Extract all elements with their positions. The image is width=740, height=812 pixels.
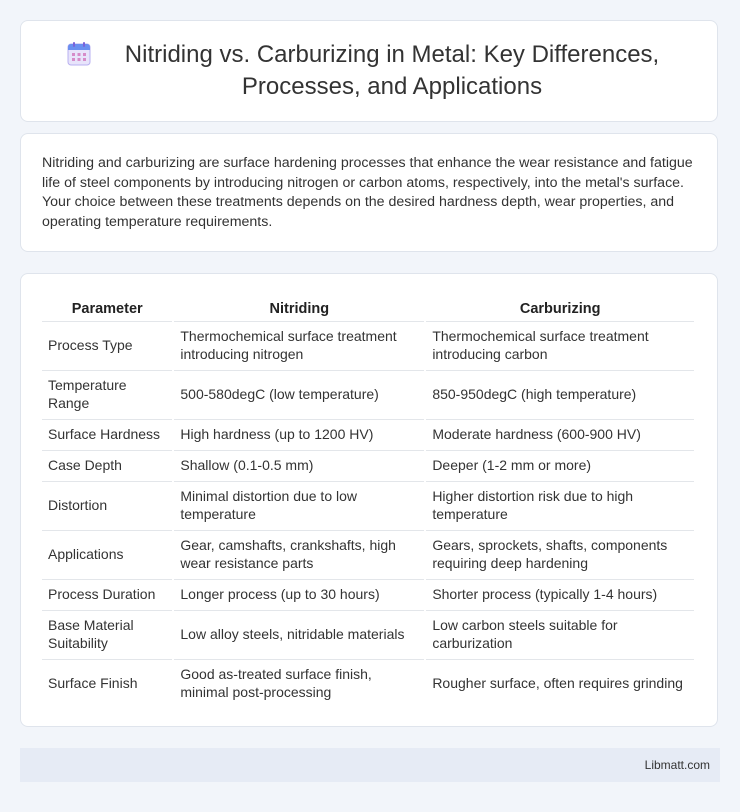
cell-parameter: Distortion [42, 481, 172, 528]
cell-nitriding: 500-580degC (low temperature) [174, 370, 424, 417]
title-card [20, 20, 718, 122]
cell-parameter: Process Type [42, 321, 172, 368]
table-row [42, 579, 694, 608]
header-nitriding: Nitriding [269, 301, 330, 317]
cell-nitriding: Shallow (0.1-0.5 mm) [174, 450, 424, 479]
cell-nitriding: Low alloy steels, nitridable materials [174, 610, 424, 657]
cell-parameter: Base Material Suitability [42, 610, 172, 657]
cell-nitriding: High hardness (up to 1200 HV) [174, 419, 424, 448]
cell-parameter: Surface Hardness [42, 419, 172, 448]
cell-carburizing: Gears, sprockets, shafts, components requiring deep hardening [426, 530, 694, 577]
header-parameter: Parameter [71, 301, 143, 317]
cell-parameter: Case Depth [42, 450, 172, 479]
calendar-icon [66, 41, 92, 67]
cell-carburizing: 850-950degC (high temperature) [426, 370, 694, 417]
cell-nitriding: Good as-treated surface finish, minimal post-processing [174, 659, 424, 706]
cell-nitriding: Gear, camshafts, crankshafts, high wear resistance parts [174, 530, 424, 577]
comparison-table [40, 294, 696, 708]
table-row [42, 370, 694, 417]
cell-parameter: Applications [42, 530, 172, 577]
intro-paragraph: Nitriding and carburizing are surface hardening processes that enhance the wear resistance and fatigue life of steel components by introducing nitrogen or carbon atoms, respectively, into the metal's surface. Your choice between these treatments depends on the desired hardness depth, wear properties, and operating temperature requirements. [42, 155, 693, 230]
table-row [42, 481, 694, 528]
comparison-table-card [20, 273, 718, 727]
cell-carburizing: Low carbon steels suitable for carburization [426, 610, 694, 657]
cell-carburizing: Higher distortion risk due to high temperature [426, 481, 694, 528]
cell-carburizing: Thermochemical surface treatment introducing carbon [426, 321, 694, 368]
cell-parameter: Process Duration [42, 579, 172, 608]
cell-parameter: Surface Finish [42, 659, 172, 706]
cell-nitriding: Longer process (up to 30 hours) [174, 579, 424, 608]
cell-carburizing: Moderate hardness (600-900 HV) [426, 419, 694, 448]
intro-card [20, 133, 718, 252]
table-row [42, 450, 694, 479]
cell-nitriding: Minimal distortion due to low temperature [174, 481, 424, 528]
table-row [42, 419, 694, 448]
table-row [42, 610, 694, 657]
header-carburizing: Carburizing [519, 301, 601, 317]
cell-carburizing: Shorter process (typically 1-4 hours) [426, 579, 694, 608]
cell-parameter: Temperature Range [42, 370, 172, 417]
table-row [42, 659, 694, 706]
table-row [42, 530, 694, 577]
footer [20, 748, 720, 782]
page-title: Nitriding vs. Carburizing in Metal: Key Differences, Processes, and Applications [124, 41, 660, 100]
cell-carburizing: Deeper (1-2 mm or more) [426, 450, 694, 479]
cell-nitriding: Thermochemical surface treatment introducing nitrogen [174, 321, 424, 368]
footer-brand[interactable]: Libmatt.com [644, 758, 710, 772]
cell-carburizing: Rougher surface, often requires grinding [426, 659, 694, 706]
table-header-row [42, 296, 694, 319]
table-row [42, 321, 694, 368]
